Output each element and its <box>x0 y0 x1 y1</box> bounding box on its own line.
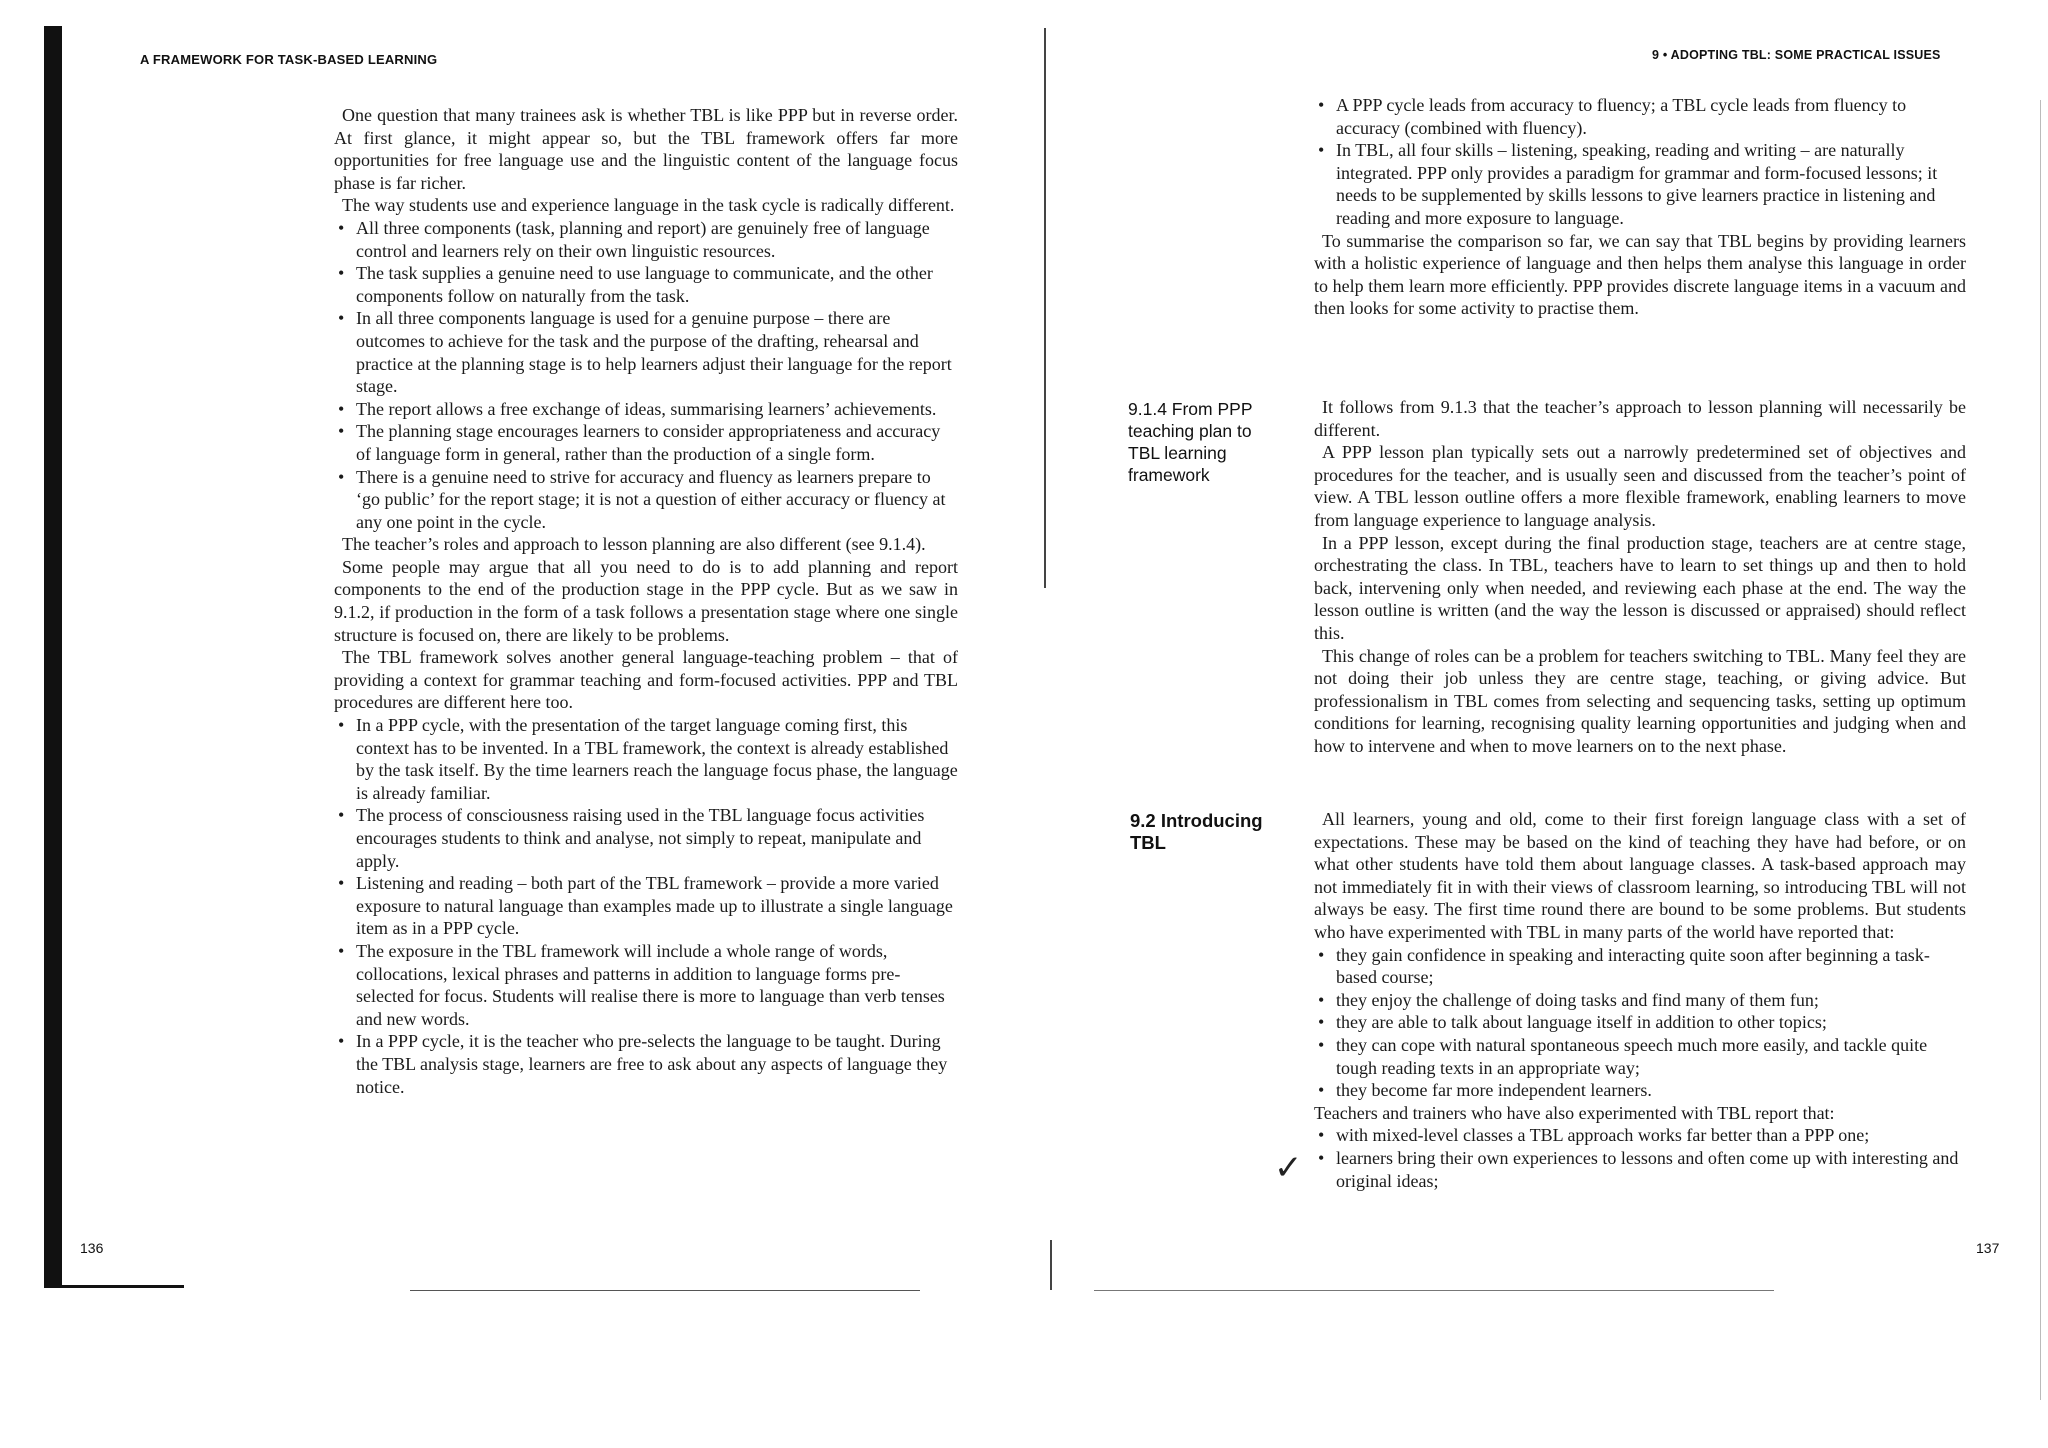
running-head-left: A FRAMEWORK FOR TASK-BASED LEARNING <box>140 52 438 67</box>
paragraph: This change of roles can be a problem for teachers switching to TBL. Many feel they are not doing their job unless they are centre stage, teaching, or giving advice. But professionalism in TBL comes from selecting and sequencing tasks, setting up optimum conditions for learning, recognising quality learning opportunities and judging when and how to intervene and when to move learners on to the next phase. <box>1314 645 1966 756</box>
paragraph: The way students use and experience language in the task cycle is radically different. <box>342 195 955 216</box>
list-item: • The task supplies a genuine need to use language to communicate, and the other components follow on naturally from the task. <box>334 262 958 307</box>
right-top-column <box>1314 94 1966 320</box>
section-914-column <box>1314 396 1966 758</box>
list-item: • There is a genuine need to strive for accuracy and fluency as learners prepare to ‘go public’ for the report stage; it is not a question of either accuracy or fluency at any one point in the cycle. <box>334 466 958 534</box>
left-paragraphs-2 <box>334 533 958 714</box>
section-92-intro: All learners, young and old, come to their first foreign language class with a set of expectations. These may be based on the kind of teaching they have had before, or on what other students have told them about language classes. A task-based approach may not immediately fit in with their views of classroom learning, so introducing TBL will not always be easy. The first time round there are bound to be some problems. But students who have experimented with TBL in many parts of the world have reported that: <box>1314 809 1966 942</box>
running-head-right: 9 • ADOPTING TBL: SOME PRACTICAL ISSUES <box>1652 48 1941 62</box>
handwritten-check-mark: ✓ <box>1274 1148 1303 1188</box>
left-edge-bar <box>44 26 62 1288</box>
list-item: • The planning stage encourages learners to consider appropriateness and accuracy of language form in general, rather than the production of a single form. <box>334 420 958 465</box>
list-item: • with mixed-level classes a TBL approach works far better than a PPP one; <box>1314 1124 1966 1147</box>
left-bottom-bar <box>44 1285 184 1288</box>
list-item: • The process of consciousness raising used in the TBL language focus activities encourages students to think and analyse, not simply to repeat, manipulate and apply. <box>334 804 958 872</box>
left-footer-rule <box>410 1290 920 1291</box>
page-number-left: 136 <box>80 1240 104 1256</box>
list-item: • A PPP cycle leads from accuracy to fluency; a TBL cycle leads from fluency to accuracy (combined with fluency). <box>1314 94 1966 139</box>
paragraph: It follows from 9.1.3 that the teacher’s approach to lesson planning will necessarily be different. <box>1314 397 1966 440</box>
right-bullet-list-top <box>1314 94 1966 230</box>
list-item: • In all three components language is used for a genuine purpose – there are outcomes to achieve for the task and the purpose of the drafting, rehearsal and practice at the planning stage is to help learners adjust their language for the report stage. <box>334 307 958 397</box>
list-item: • learners bring their own experiences to lessons and often come up with interesting and original ideas; <box>1314 1147 1966 1192</box>
list-item: • they enjoy the challenge of doing tasks and find many of them fun; <box>1314 989 1966 1012</box>
list-item: • In a PPP cycle, it is the teacher who pre-selects the language to be taught. During the TBL analysis stage, learners are free to ask about any aspects of language they notice. <box>334 1030 958 1098</box>
list-item: • All three components (task, planning and report) are genuinely free of language control and learners rely on their own linguistic resources. <box>334 217 958 262</box>
list-item: • The report allows a free exchange of ideas, summarising learners’ achievements. <box>334 398 958 421</box>
paragraph: The TBL framework solves another general language-teaching problem – that of providing a context for grammar teaching and form-focused activities. PPP and TBL procedures are different here too. <box>334 647 958 713</box>
paragraph: One question that many trainees ask is whether TBL is like PPP but in reverse order. At first glance, it might appear so, but the TBL framework offers far more opportunities for free language use and the linguistic content of the language focus phase is far richer. <box>334 105 958 193</box>
page-number-right: 137 <box>1976 1240 2000 1256</box>
list-item: • In TBL, all four skills – listening, speaking, reading and writing – are naturally integrated. PPP only provides a paradigm for grammar and form-focused lessons; it needs to be supplemented by skills lessons to give learners practice in listening and reading and more exposure to language. <box>1314 139 1966 229</box>
summary-paragraph: To summarise the comparison so far, we can say that TBL begins by providing learners with a holistic experience of language and then helps them analyse this language in order to help them learn more efficiently. PPP provides discrete language items in a vacuum and then looks for some activity to practise them. <box>1314 230 1966 319</box>
left-bullet-list-1 <box>334 217 958 533</box>
list-item: • they are able to talk about language itself in addition to other topics; <box>1314 1011 1966 1034</box>
paragraph: Some people may argue that all you need to do is to add planning and report components to the end of the production stage in the PPP cycle. But as we saw in 9.1.2, if production in the form of a task follows a presentation stage where one single structure is focused on, there are likely to be problems. <box>334 556 958 645</box>
section-914-heading: 9.1.4 From PPP teaching plan to TBL learning framework <box>1128 399 1253 485</box>
left-text-column <box>334 104 958 1098</box>
paragraph: In a PPP lesson, except during the final production stage, teachers are at centre stage, orchestrating the class. In TBL, teachers have to learn to set things up and then to hold back, intervening only when needed, and reviewing each phase at the end. The way the lesson outline is written (and the way the lesson is discussed or appraised) should reflect this. <box>1314 532 1966 643</box>
list-item: • they become far more independent learners. <box>1314 1079 1966 1102</box>
list-item: • In a PPP cycle, with the presentation of the target language coming first, this context has to be invented. In a TBL framework, the context is already established by the task itself. By the time learners reach the language focus phase, the language is already familiar. <box>334 714 958 804</box>
paragraph: A PPP lesson plan typically sets out a narrowly predetermined set of objectives and procedures for the teacher, and is usually seen and discussed from the teacher’s point of view. A TBL lesson outline offers a more flexible framework, enabling learners to move from language experience to language analysis. <box>1314 442 1966 530</box>
students-report-list <box>1314 944 1966 1102</box>
section-92-heading: 9.2 Introducing TBL <box>1130 810 1263 853</box>
right-edge-line <box>2040 100 2041 1400</box>
right-page <box>1024 0 2048 1448</box>
list-item: • they gain confidence in speaking and interacting quite soon after beginning a task-based course; <box>1314 944 1966 989</box>
left-bullet-list-2 <box>334 714 958 1098</box>
list-item: • they can cope with natural spontaneous speech much more easily, and tackle quite tough reading texts in an appropriate way; <box>1314 1034 1966 1079</box>
list-item: • Listening and reading – both part of the TBL framework – provide a more varied exposure to natural language than examples made up to illustrate a single language item as in a PPP cycle. <box>334 872 958 940</box>
trainers-intro: Teachers and trainers who have also experimented with TBL report that: <box>1314 1102 1835 1123</box>
section-92-column <box>1314 808 1966 1192</box>
trainers-report-list <box>1314 1124 1966 1192</box>
list-item: • The exposure in the TBL framework will include a whole range of words, collocations, lexical phrases and patterns in addition to language forms pre-selected for focus. Students will realise there is more to language than verb tenses and new words. <box>334 940 958 1030</box>
paragraph: The teacher’s roles and approach to lesson planning are also different (see 9.1.4). <box>342 534 926 555</box>
right-footer-rule <box>1094 1290 1774 1291</box>
left-paragraphs-1 <box>334 104 958 217</box>
